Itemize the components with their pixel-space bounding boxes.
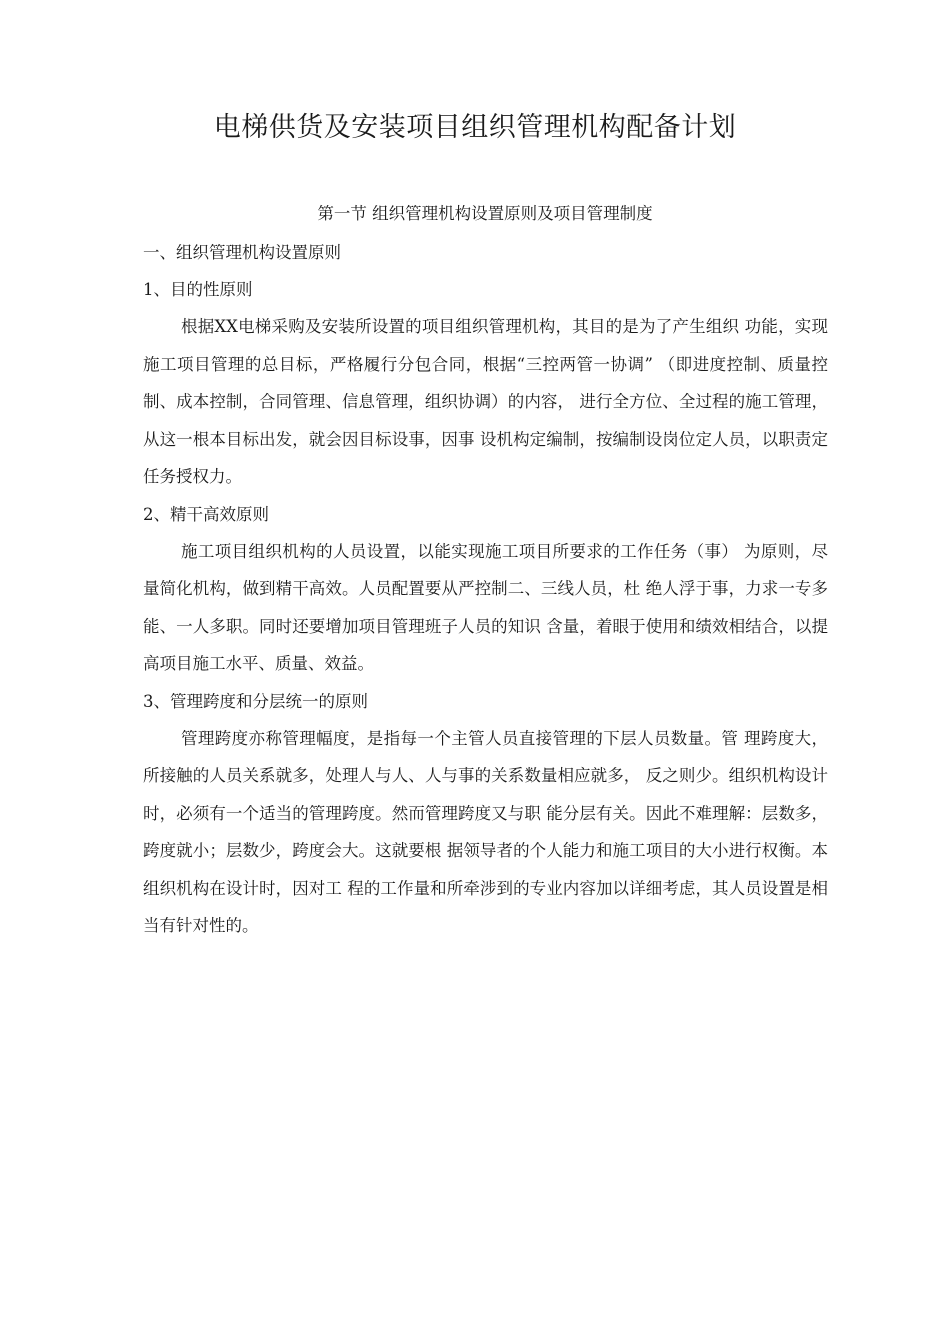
principle-3-paragraph: 管理跨度亦称管理幅度，是指每一个主管人员直接管理的下层人员数量。管 理跨度大，所接触的人员关系就多，处理人与人、人与事的关系数量相应就多， 反之则少。组织机构设计时，必须有一个适当的管理跨度。然而管理跨度又与职 能分层有关。因此不难理解：层数多，跨度就小；层数少，跨度会大。这就要根 据领导者的个人能力和施工项目的大小进行权衡。本组织机构在设计时，因对工 程的工作量和所牵涉到的专业内容加以详细考虑，其人员设置是相当有针对性的。 <box>143 728 828 935</box>
principle-1-paragraph: 根据XX电梯采购及安装所设置的项目组织管理机构，其目的是为了产生组织 功能，实现施工项目管理的总目标，严格履行分包合同，根据“三控两管一协调” （即进度控制、质量控制、成本控制，合同管理、信息管理，组织协调）的内容， 进行全方位、全过程的施工管理，从这一根本目标出发，就会因目标设事，因事 设机构定编制，按编制设岗位定人员，以职责定任务授权力。 <box>143 317 828 486</box>
document-title: 电梯供货及安装项目组织管理机构配备计划 <box>213 112 737 143</box>
principle-2-heading: 2、精干高效原则 <box>143 504 269 524</box>
document-body <box>143 238 828 949</box>
section-title: 第一节 组织管理机构设置原则及项目管理制度 <box>317 204 653 223</box>
principle-2-paragraph: 施工项目组织机构的人员设置，以能实现施工项目所要求的工作任务（事） 为原则，尽量简化机构，做到精干高效。人员配置要从严控制二、三线人员，杜 绝人浮于事，力求一专多能、一人多职。同时还要增加项目管理班子人员的知识 含量，着眼于使用和绩效相结合，以提高项目施工水平、质量、效益。 <box>143 541 828 673</box>
principle-1-heading: 1、目的性原则 <box>143 280 253 299</box>
part-heading: 一、组织管理机构设置原则 <box>143 243 341 262</box>
principle-3-heading: 3、管理跨度和分层统一的原则 <box>143 691 368 711</box>
